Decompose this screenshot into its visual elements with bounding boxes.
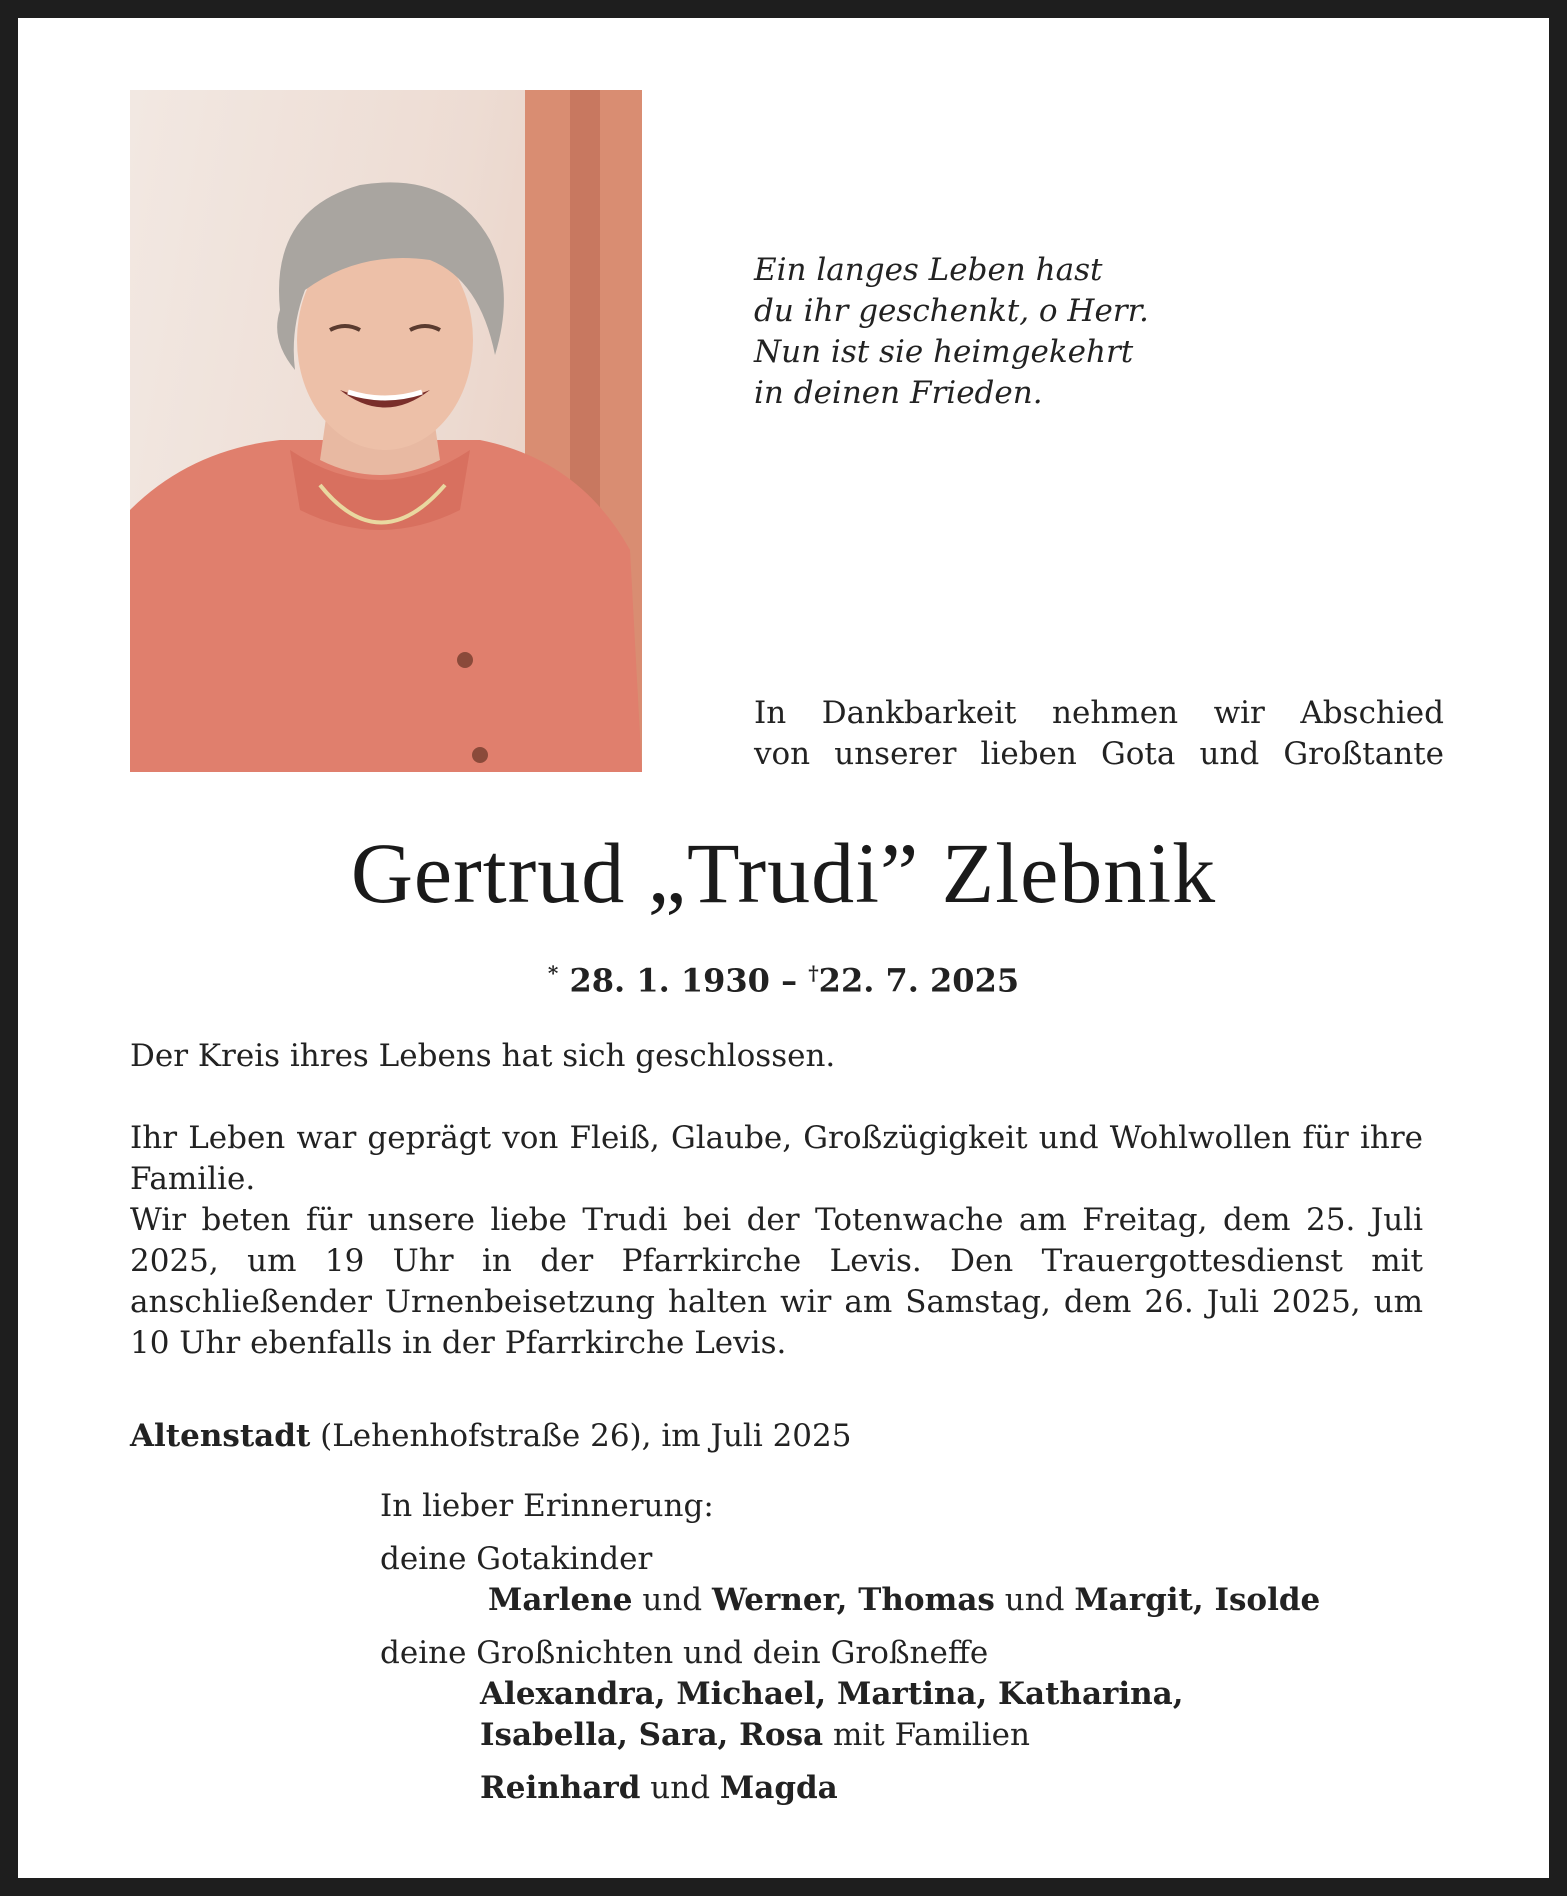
names: Alexandra, Michael, Martina, Katharina,: [480, 1676, 1184, 1712]
godchildren-names: [380, 1580, 1480, 1621]
signoff-block: [380, 1486, 1480, 1809]
name: Margit, Isolde: [1074, 1582, 1321, 1618]
connector: mit Familien: [823, 1717, 1030, 1753]
last-names: [380, 1768, 1480, 1809]
thanks-line: In Dankbarkeit nehmen wir Abschied: [754, 695, 1444, 731]
life-dates: [18, 953, 1549, 1001]
name: Werner, Thomas: [711, 1582, 995, 1618]
place-date-line: [130, 1416, 1423, 1457]
paragraph-service: Wir beten für unsere liebe Trudi bei der Totenwache am Freitag, dem 25. Juli 2025, um 19 Uhr in der Pfarrkirche Levis. Den Trauergottesdienst mit anschließender Urnenbeisetzung halten wir am Samstag, dem 26. Juli 2025, um 10 Uhr ebenfalls in der Pfarrkirche Levis.: [130, 1202, 1423, 1361]
signoff-intro: In lieber Erinnerung:: [380, 1488, 714, 1524]
connector: und: [640, 1770, 720, 1806]
button-2: [472, 747, 488, 763]
portrait-illustration: [130, 90, 642, 772]
name: Reinhard: [480, 1770, 641, 1806]
birth-date: 28. 1. 1930: [569, 961, 770, 1000]
thanks-block: [754, 693, 1444, 775]
grand-relatives-label: deine Großnichten und dein Großneffe: [380, 1635, 989, 1671]
date-separator: –: [769, 961, 809, 1000]
verse-block: [754, 250, 1474, 414]
thanks-line: von unserer lieben Gota und Großtante: [754, 736, 1444, 772]
connector: und: [632, 1582, 712, 1618]
obituary-text: [130, 1036, 1423, 1364]
verse-line: Nun ist sie heimgekehrt: [754, 334, 1134, 370]
button-1: [457, 652, 473, 668]
obituary-card: [18, 18, 1549, 1878]
place-address-date: (Lehenhofstraße 26), im Juli 2025: [310, 1418, 852, 1454]
paragraph-circle-of-life: Der Kreis ihres Lebens hat sich geschlossen.: [130, 1038, 836, 1074]
death-mark: †: [808, 961, 819, 985]
verse-line: du ihr geschenkt, o Herr.: [754, 293, 1149, 329]
portrait-photo: [130, 90, 642, 772]
death-date: 22. 7. 2025: [818, 961, 1020, 1000]
birth-mark: *: [547, 961, 559, 985]
godchildren-label: deine Gotakinder: [380, 1541, 653, 1577]
name: Marlene: [488, 1582, 633, 1618]
deceased-name: Gertrud „Trudi” Zlebnik: [350, 825, 1217, 921]
name: Magda: [719, 1770, 838, 1806]
grand-relatives-line-1: [380, 1674, 1480, 1715]
place-town: Altenstadt: [130, 1418, 311, 1454]
names: Isabella, Sara, Rosa: [480, 1717, 824, 1753]
grand-relatives-line-2: [380, 1715, 1480, 1756]
verse-line: in deinen Frieden.: [754, 375, 1043, 411]
connector: und: [994, 1582, 1075, 1618]
paragraph-life: Ihr Leben war geprägt von Fleiß, Glaube, Großzügigkeit und Wohlwollen für ihre Familie.: [130, 1120, 1423, 1197]
verse-line: Ein langes Leben hast: [754, 252, 1103, 288]
